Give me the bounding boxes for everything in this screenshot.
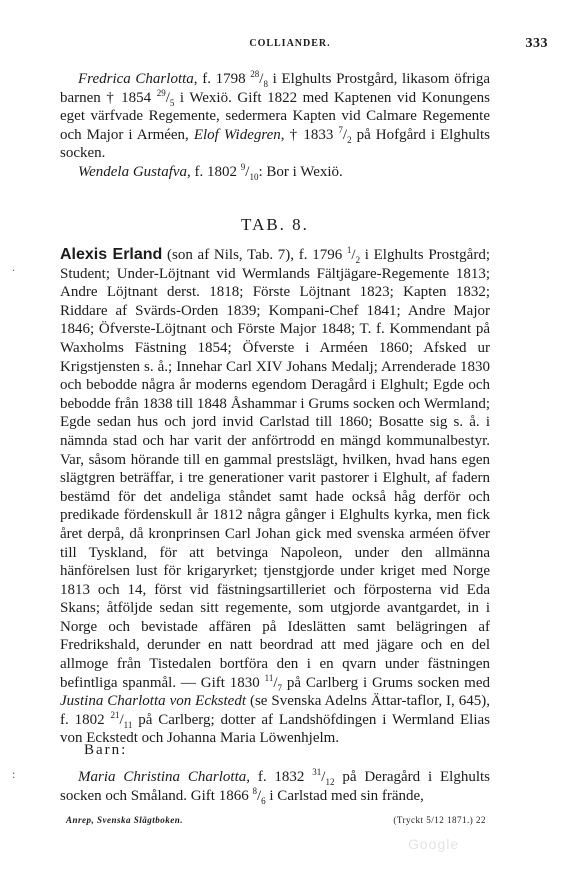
entry-children	[60, 768, 490, 805]
running-head	[60, 36, 548, 56]
scan-watermark: Google	[408, 836, 460, 852]
date-fraction-month: 7	[277, 682, 283, 693]
date-fraction-day: 21	[110, 709, 120, 720]
date-fraction-day: 9	[240, 161, 246, 172]
text-run: (se Svenska Adelns Ättar-taflor, I, 645), f. 1802	[60, 693, 490, 728]
text-run: (son af Nils, Tab. 7), f. 1796	[162, 247, 347, 263]
date-fraction-day: 11	[264, 672, 274, 683]
footer-source: Anrep, Svenska Slägtboken.	[66, 815, 184, 825]
text-run: /	[342, 126, 348, 143]
children-heading: Barn:	[84, 742, 128, 758]
text-run: på Hofgård i Elghults socken.	[60, 126, 491, 162]
margin-mark: :	[12, 767, 16, 781]
italic-name: Justina Charlotta von Eckstedt	[60, 693, 246, 710]
date-fraction-month: 2	[347, 134, 352, 145]
text-run: /	[119, 711, 124, 728]
paragraph-fredrica	[60, 70, 490, 163]
running-head-title: COLLIANDER.	[249, 38, 331, 49]
text-run: /	[245, 163, 250, 180]
section-title: TAB. 8.	[241, 215, 309, 234]
text-run: , f. 1832	[246, 769, 313, 785]
date-fraction-day: 1	[346, 245, 352, 255]
italic-name: Fredrica Charlotta	[78, 71, 194, 87]
footer-print-date: (Tryckt 5/12 1871.) 22	[393, 815, 486, 825]
text-run: /	[273, 674, 278, 691]
entry-daughters-tab7	[60, 70, 490, 182]
text-run: på Deragård i Elghults socken och Småland. Gift 1866	[60, 769, 491, 804]
signature-footer	[66, 815, 486, 829]
date-fraction-day: 29	[156, 87, 166, 98]
date-fraction-day: 7	[338, 124, 343, 135]
date-fraction-month: 11	[123, 719, 133, 730]
date-fraction-month: 10	[249, 171, 259, 182]
text-run: /	[351, 247, 356, 263]
text-run: /	[165, 89, 170, 106]
text-run: i Elghults Prostgård, likasom öfriga barnen † 1854	[60, 71, 491, 106]
text-run: , f. 1798	[193, 71, 251, 87]
text-run: i Elghults Prostgård; Student; Under-Löjtnant vid Wermlands Fältjägare-Regemente 1813; Andre Löjtnant derst. 1818; Förste Löjtnant 1823; Kapten 1832; Riddare af Svärds-Orden 1839; Kompani-Chef 1841; Andre Major 1846; Öfverste-Löjtnant och Förste Major 1848; T. f. Kommendant på Waxholms Fästning 1854; Öfverste i Arméen 1860; Afsked ur Krigstjensten s. å.; Innehar Carl XIV Johans Medalj; Arrenderade 1830 och bebodde några år moderns egendom Deragård i Elghult; Egde och bebodde från 1838 till 1848 Åshammar i Grums socken och Wermland; Egde sedan hus och jord invid Carlstad till 1860; Bosatte sig s. å. i nämnda stad och har varit der anförtrodd en mängd kommunalbestyr. Var, såsom hörande till en gammal prestslägt, hvilken, hvad hans egen slägtgren beträffar, i tre generationer varit pastorer i Elghult, af fadern bestämd för det andeliga ståndet samt hade också håg derför och predikade fördenskull år 1812 några gånger i Elghults kyrka, men fick året derpå, då kronprinsen Carl Johan gick med svenska arméen öfver till Tyskland, för att betvinga Napoleon, under den allmänna hänförelsen lust för krigaryrket; tjenstgjorde under kriget med Norge 1813 och 14, först vid fästningsartilleriet och förposterna vid Eda Skans; åtföljde sedan sitt regemente, som utgjorde avantgardet, in i Norge och bevistade affären på Ideslätten samt belägringen af Fredrikshald, derunder en natt beordrad att med jägare och en del allmoge från Tistedalen bortföra den i en qvarn under fästningen befintliga spanmål. — Gift 1830	[60, 247, 491, 691]
text-run: , f. 1802	[187, 163, 241, 180]
text-run: /	[321, 769, 326, 785]
italic-name: Wendela Gustafva	[78, 163, 188, 180]
date-fraction-month: 12	[325, 777, 335, 787]
text-run: på Carlberg i Grums socken med	[282, 674, 490, 691]
paragraph-alexis-body	[60, 247, 490, 746]
paragraph-alexis	[60, 246, 490, 748]
date-fraction-day: 8	[252, 785, 257, 796]
text-run: /	[256, 787, 262, 804]
text-run: på Carlberg; dotter af Landshöfdingen i Wermland Elias von Eckstedt och Johanna Maria Löwenhjelm.	[60, 711, 490, 747]
italic-name: Maria Christina Charlotta	[78, 769, 247, 785]
date-fraction-day: 28	[250, 69, 260, 79]
text-run: /	[259, 71, 264, 87]
paragraph-wendela	[60, 163, 490, 182]
date-fraction-month: 8	[263, 79, 268, 89]
page-number: 333	[525, 36, 548, 51]
text-run: i Carlstad med sin frände,	[265, 787, 424, 804]
text-run: i Wexiö. Gift 1822 med Kaptenen vid Konungens eget värfvade Regemente, sedermera Kapten vid Calmare Regemente och Major i Arméen,	[60, 89, 490, 143]
date-fraction-month: 6	[261, 795, 266, 806]
date-fraction-day: 31	[312, 767, 322, 777]
paragraph-maria	[60, 768, 490, 805]
entry-alexis-erland	[60, 246, 490, 748]
italic-name: Elof Widegren	[193, 126, 281, 143]
entry-name: Alexis Erland	[60, 246, 163, 263]
text-run: : Bor i Wexiö.	[258, 163, 343, 180]
date-fraction-month: 2	[355, 255, 361, 265]
text-run: , † 1833	[280, 126, 339, 143]
date-fraction-month: 5	[169, 97, 175, 108]
margin-mark: .	[12, 260, 15, 274]
